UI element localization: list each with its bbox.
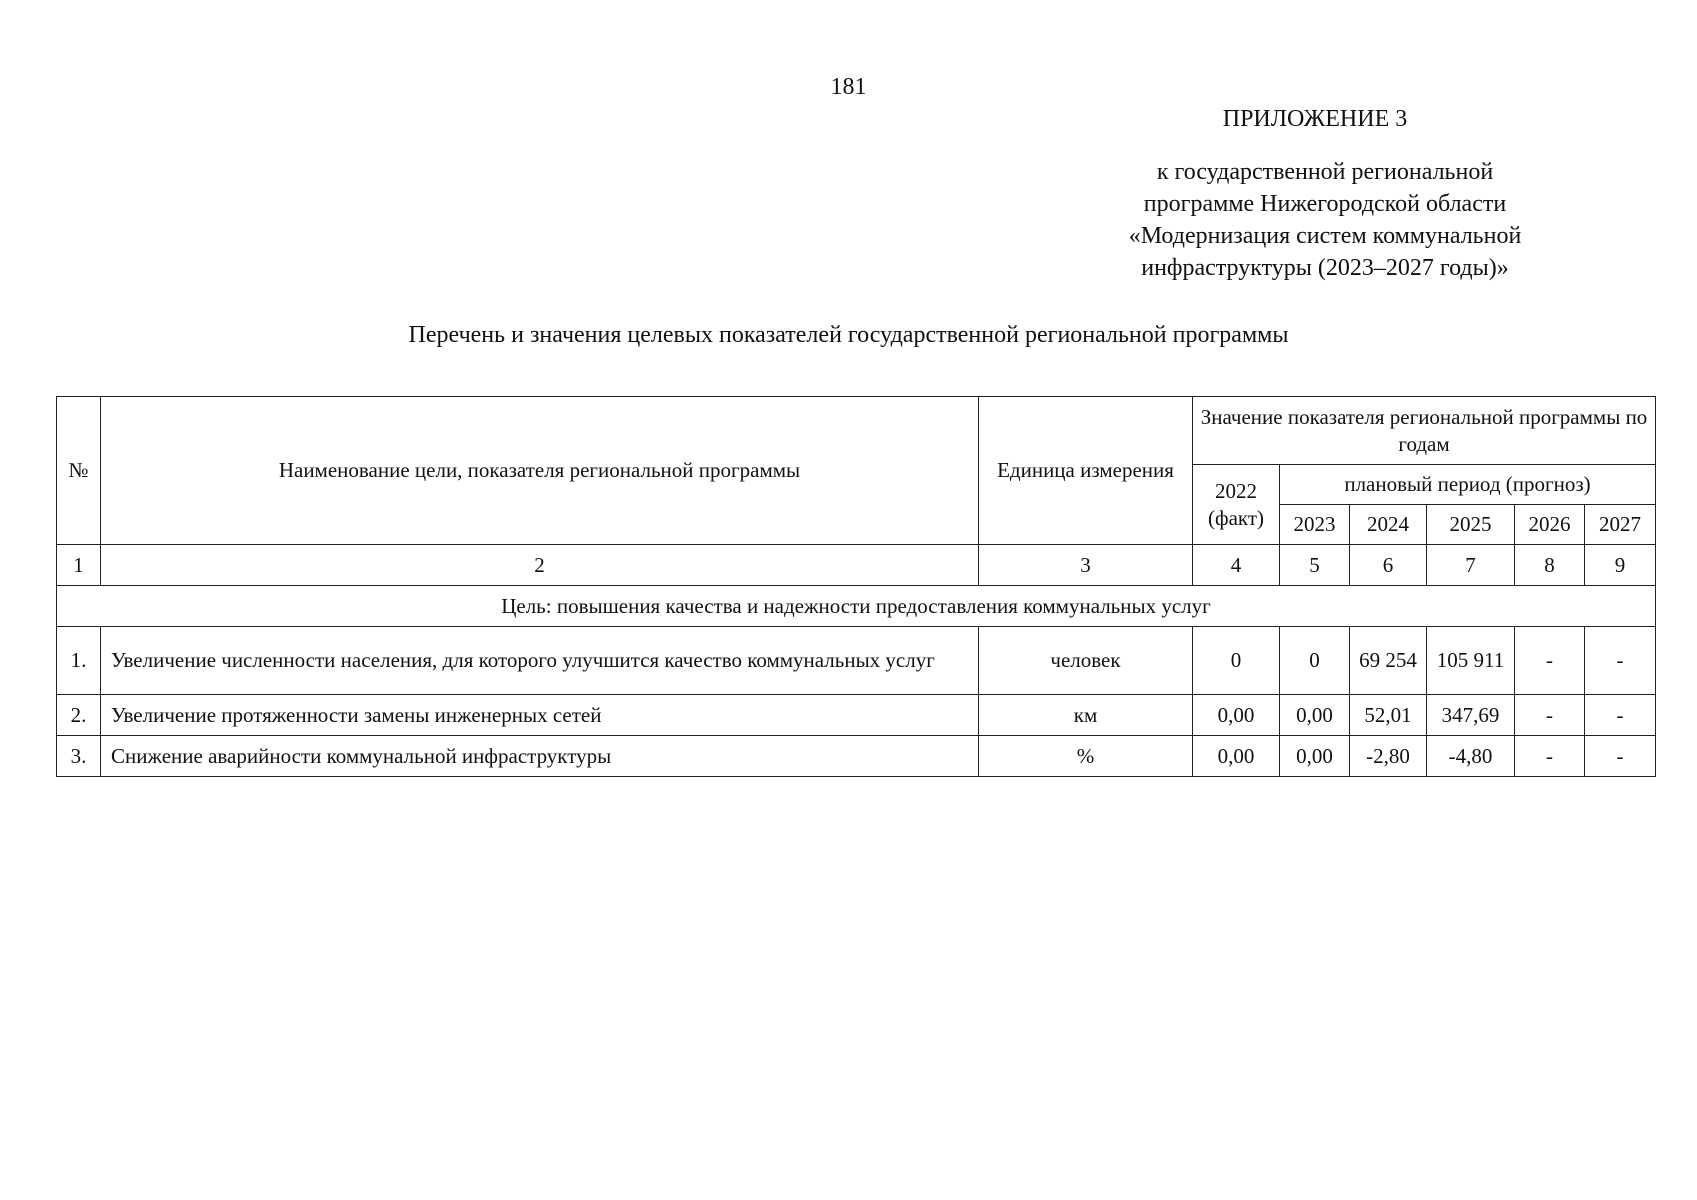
row-value: -: [1515, 736, 1585, 777]
row-value: -: [1585, 736, 1656, 777]
header-name: Наименование цели, показателя региональной программы: [101, 397, 979, 545]
appendix-title: ПРИЛОЖЕНИЕ 3: [1222, 106, 1408, 132]
appendix-line: к государственной региональной: [1156, 159, 1494, 185]
header-year: 2026: [1515, 505, 1585, 545]
header-values-group: Значение показателя региональной программы по годам: [1193, 397, 1656, 465]
row-value: -: [1585, 695, 1656, 736]
row-value: 0: [1193, 627, 1280, 695]
row-value: -2,80: [1350, 736, 1427, 777]
column-number: 7: [1427, 545, 1515, 586]
header-fact-label: (факт): [1207, 505, 1265, 530]
row-value: -: [1585, 627, 1656, 695]
row-value: 347,69: [1427, 695, 1515, 736]
row-value: 0,00: [1193, 736, 1280, 777]
table-row: [57, 627, 1656, 695]
row-value: -: [1515, 695, 1585, 736]
header-plan-group: плановый период (прогноз): [1280, 465, 1656, 505]
row-num: 2.: [57, 695, 101, 736]
appendix-line: программе Нижегородской области: [1143, 191, 1507, 217]
page-number: 181: [830, 74, 867, 100]
appendix-subtitle: [1080, 156, 1570, 284]
row-value: 0: [1280, 627, 1350, 695]
row-value: 105 911: [1427, 627, 1515, 695]
row-name: Увеличение численности населения, для которого улучшится качество коммунальных услуг: [101, 627, 979, 695]
header-fact: [1193, 465, 1280, 545]
header-year: 2024: [1350, 505, 1427, 545]
header-fact-year: 2022: [1215, 478, 1257, 503]
goal-row: Цель: повышения качества и надежности предоставления коммунальных услуг: [57, 586, 1656, 627]
row-num: 1.: [57, 627, 101, 695]
row-unit: человек: [979, 627, 1193, 695]
row-unit: %: [979, 736, 1193, 777]
row-unit: км: [979, 695, 1193, 736]
row-num: 3.: [57, 736, 101, 777]
row-value: -: [1515, 627, 1585, 695]
row-value: 0,00: [1280, 695, 1350, 736]
row-value: 69 254: [1350, 627, 1427, 695]
column-number: 4: [1193, 545, 1280, 586]
row-value: 0,00: [1193, 695, 1280, 736]
table-row: [57, 695, 1656, 736]
row-value: 52,01: [1350, 695, 1427, 736]
document-title: Перечень и значения целевых показателей государственной региональной программы: [408, 322, 1289, 348]
column-number: 1: [57, 545, 101, 586]
column-number: 5: [1280, 545, 1350, 586]
row-value: 0,00: [1280, 736, 1350, 777]
table-row: [57, 736, 1656, 777]
row-name: Увеличение протяженности замены инженерных сетей: [101, 695, 979, 736]
row-name: Снижение аварийности коммунальной инфраструктуры: [101, 736, 979, 777]
header-num: №: [57, 397, 101, 545]
column-number: 9: [1585, 545, 1656, 586]
header-year: 2027: [1585, 505, 1656, 545]
header-year: 2025: [1427, 505, 1515, 545]
row-value: -4,80: [1427, 736, 1515, 777]
column-number: 2: [101, 545, 979, 586]
header-unit: Единица измерения: [979, 397, 1193, 545]
column-number: 6: [1350, 545, 1427, 586]
column-number: 3: [979, 545, 1193, 586]
column-number: 8: [1515, 545, 1585, 586]
appendix-line: «Модернизация систем коммунальной: [1128, 223, 1522, 249]
appendix-line: инфраструктуры (2023–2027 годы)»: [1141, 255, 1509, 281]
header-year: 2023: [1280, 505, 1350, 545]
indicators-table: [56, 396, 1656, 777]
